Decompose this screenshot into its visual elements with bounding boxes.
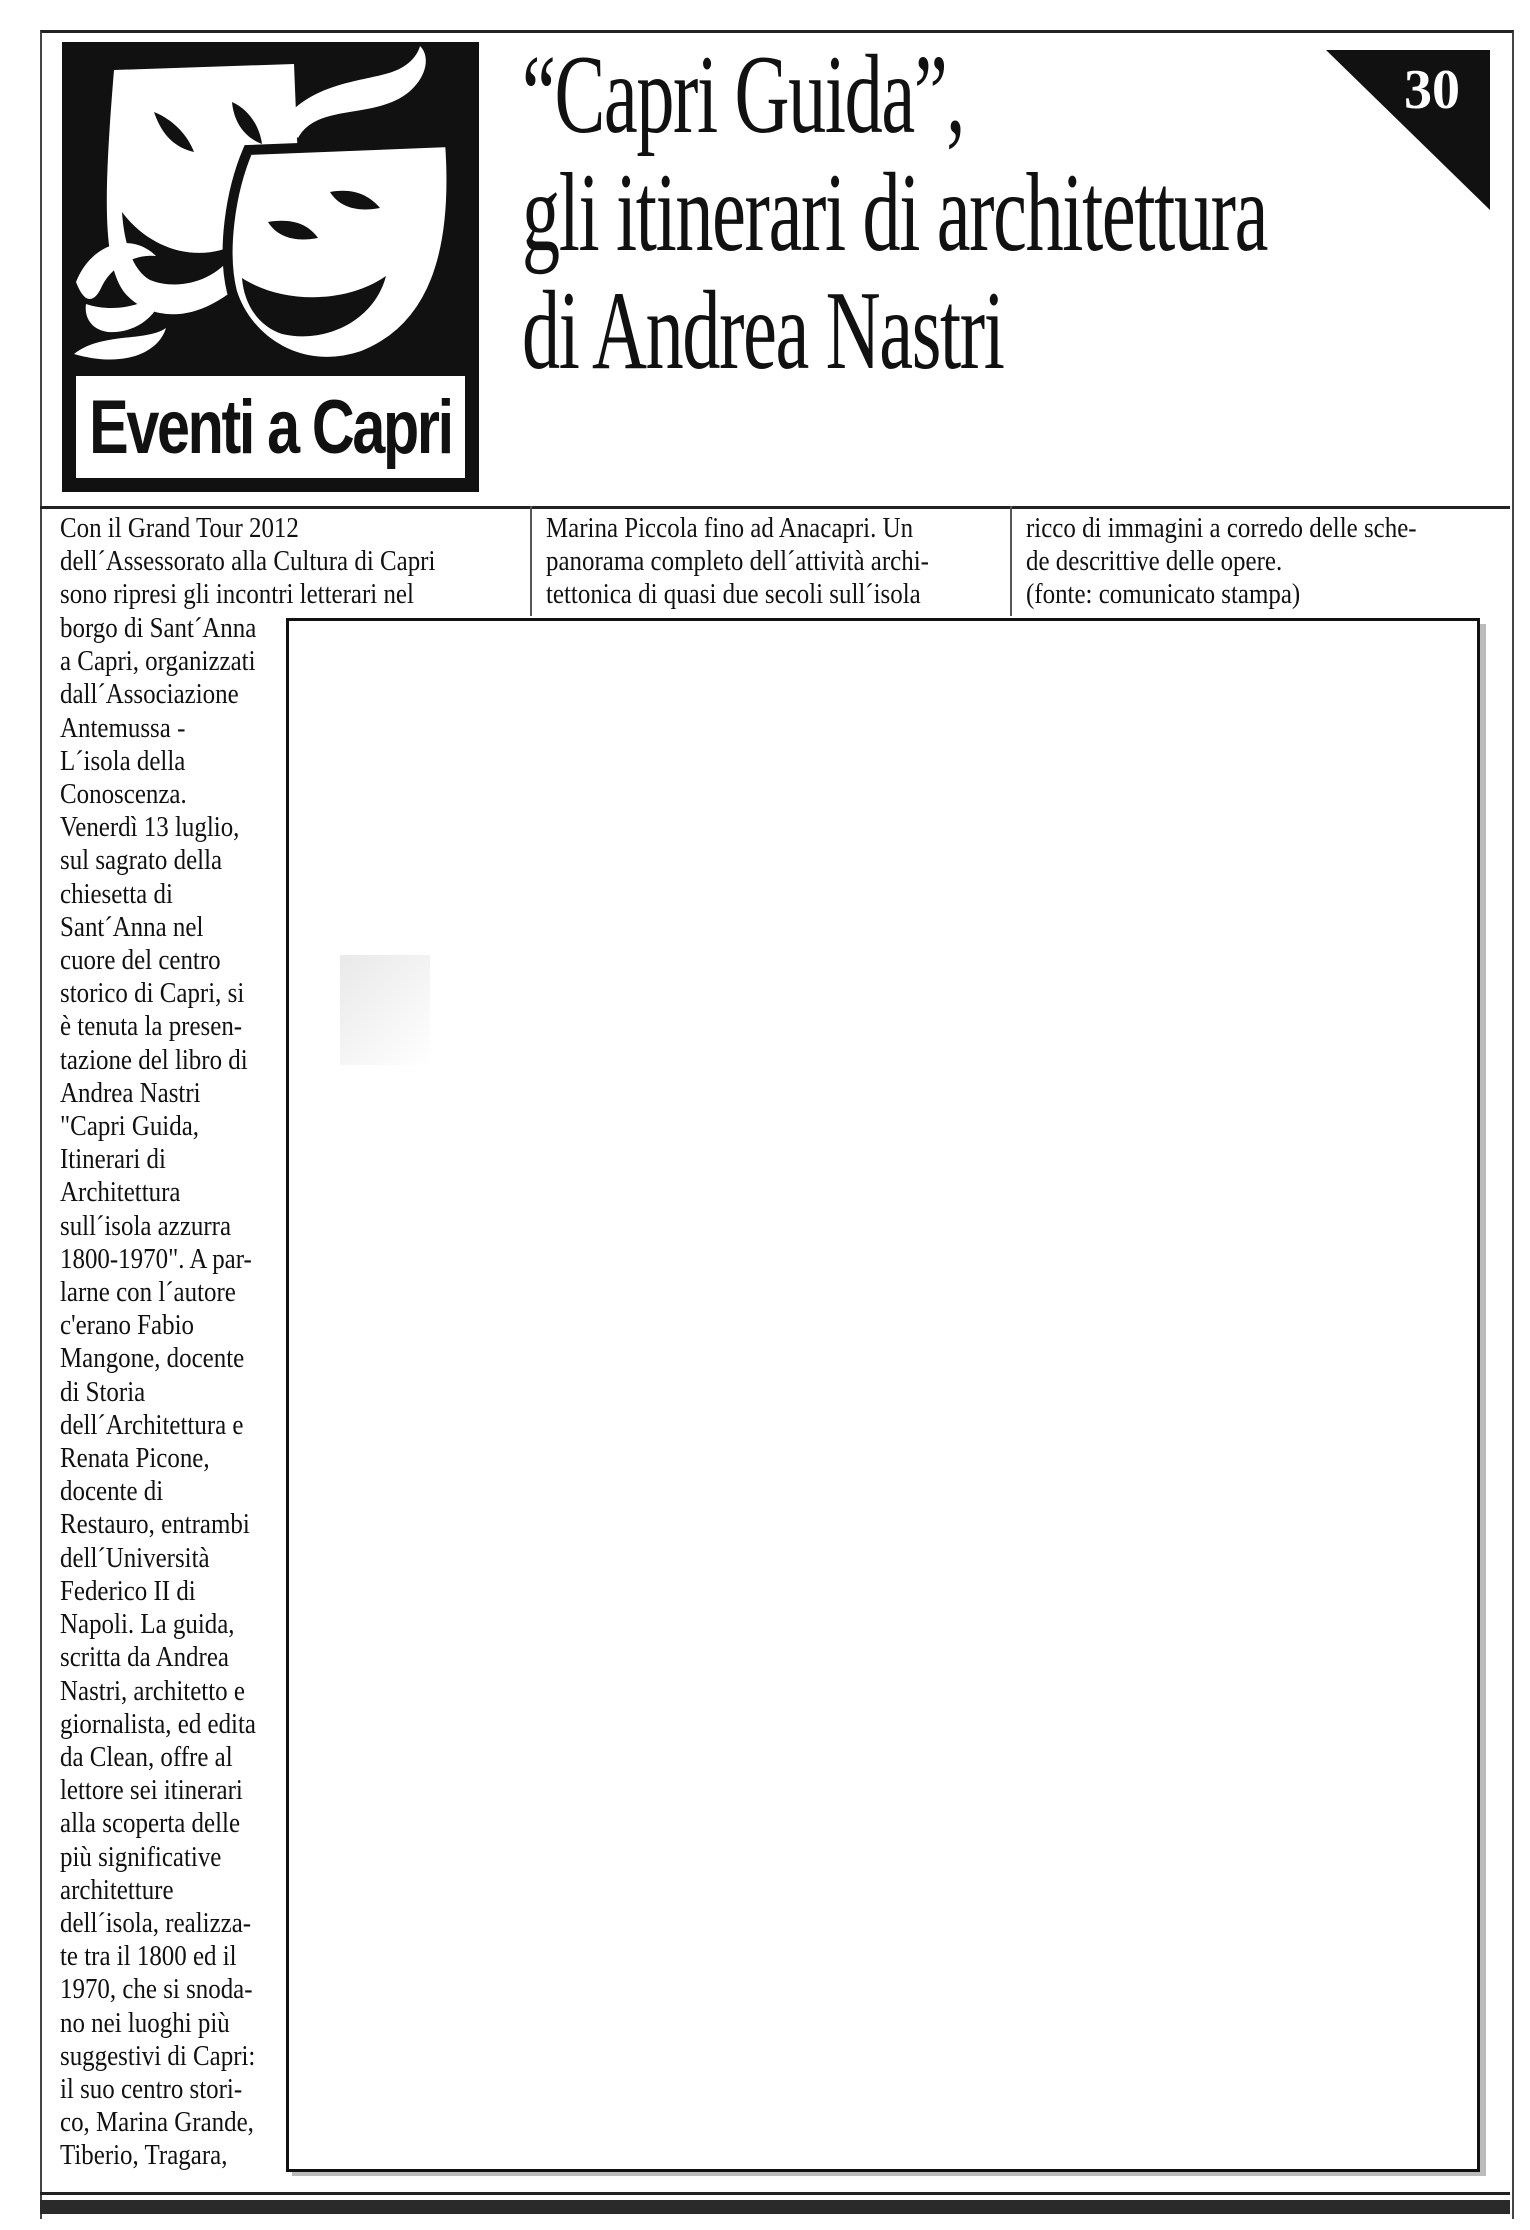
theatre-masks-icon xyxy=(62,42,479,372)
text-line: Antemussa - xyxy=(60,711,186,744)
header-rule xyxy=(40,506,1510,509)
text-line: te tra il 1800 ed il xyxy=(60,1940,237,1973)
text-line: sono ripresi gli incontri letterari nel xyxy=(60,578,414,611)
text-line: Renata Picone, xyxy=(60,1442,210,1475)
article-column-1-top xyxy=(60,512,497,612)
text-line: Nastri, architetto e xyxy=(60,1674,245,1707)
text-line: giornalista, ed edita xyxy=(60,1707,256,1740)
article-column-2 xyxy=(546,512,991,612)
text-line: di Storia xyxy=(60,1375,146,1408)
text-line: Tiberio, Tragara, xyxy=(60,2139,228,2172)
article-column-1 xyxy=(60,612,288,2173)
headline xyxy=(522,33,1402,393)
text-line: Conoscenza. xyxy=(60,778,187,811)
photo-frame xyxy=(286,618,1480,2172)
text-line: alla scoperta delle xyxy=(60,1807,241,1840)
text-line: borgo di Sant´Anna xyxy=(60,612,257,644)
text-line: c'erano Fabio xyxy=(60,1309,194,1342)
text-line: Architettura xyxy=(60,1176,181,1209)
text-line: panorama completo dell´attività archi- xyxy=(546,545,929,578)
text-line: Restauro, entrambi xyxy=(60,1508,250,1541)
text-line: dall´Associazione xyxy=(60,678,239,711)
text-line: Itinerari di xyxy=(60,1143,166,1176)
text-line: ricco di immagini a corredo delle sche- xyxy=(1026,512,1417,544)
text-line: larne con l´autore xyxy=(60,1276,236,1309)
text-line: Marina Piccola fino ad Anacapri. Un xyxy=(546,512,914,544)
text-line: Venerdì 13 luglio, xyxy=(60,811,240,844)
text-line: a Capri, organizzati xyxy=(60,645,256,678)
page-number: 30 xyxy=(1404,59,1460,121)
text-line: tettonica di quasi due secoli sull´isola xyxy=(546,578,921,611)
text-line: de descrittive delle opere. xyxy=(1026,545,1283,578)
text-line: dell´Assessorato alla Cultura di Capri xyxy=(60,545,436,578)
text-line: "Capri Guida, xyxy=(60,1110,200,1143)
headline-line-1: “Capri Guida”, xyxy=(522,33,964,157)
text-line: 1970, che si snoda- xyxy=(60,1973,253,2006)
text-line: sull´isola azzurra xyxy=(60,1209,232,1242)
photo-shadow xyxy=(1480,624,1486,2176)
headline-line-3: di Andrea Nastri xyxy=(522,269,1004,393)
eventi-a-capri-logo xyxy=(62,42,479,492)
text-line: dell´isola, realizza- xyxy=(60,1906,252,1939)
text-line: sul sagrato della xyxy=(60,844,223,877)
text-line: Sant´Anna nel xyxy=(60,910,204,943)
bottom-bar xyxy=(40,2200,1510,2214)
headline-line-2: gli itinerari di architettura xyxy=(522,151,1268,275)
text-line: suggestivi di Capri: xyxy=(60,2039,256,2072)
article-column-3 xyxy=(1026,512,1480,612)
logo-caption: Eventi a Capri xyxy=(89,384,452,470)
logo-caption-box xyxy=(76,376,465,478)
text-line: è tenuta la presen- xyxy=(60,1010,243,1043)
text-line: tazione del libro di xyxy=(60,1043,248,1076)
text-line: cuore del centro xyxy=(60,944,221,977)
text-line: Napoli. La guida, xyxy=(60,1608,235,1641)
text-line: Federico II di xyxy=(60,1574,196,1607)
text-line: Andrea Nastri xyxy=(60,1076,201,1109)
text-line: no nei luoghi più xyxy=(60,2006,230,2039)
text-line: chiesetta di xyxy=(60,877,173,910)
scan-artifact xyxy=(340,955,430,1065)
column-separator xyxy=(1010,506,1012,616)
text-line: storico di Capri, si xyxy=(60,977,245,1010)
text-line: Con il Grand Tour 2012 xyxy=(60,512,299,544)
text-line: lettore sei itinerari xyxy=(60,1774,243,1807)
text-line: scritta da Andrea xyxy=(60,1641,229,1674)
text-line: il suo centro stori- xyxy=(60,2072,243,2105)
text-line: (fonte: comunicato stampa) xyxy=(1026,578,1301,611)
text-line: co, Marina Grande, xyxy=(60,2106,254,2139)
text-line: dell´Architettura e xyxy=(60,1408,244,1441)
text-line: Mangone, docente xyxy=(60,1342,245,1375)
bottom-rule xyxy=(40,2192,1510,2195)
text-line: docente di xyxy=(60,1475,164,1508)
text-line: architetture xyxy=(60,1873,174,1906)
text-line: più significative xyxy=(60,1840,222,1873)
text-line: dell´Università xyxy=(60,1541,210,1574)
text-line: 1800-1970". A par- xyxy=(60,1242,252,1275)
column-separator xyxy=(530,506,532,616)
text-line: L´isola della xyxy=(60,744,186,777)
text-line: da Clean, offre al xyxy=(60,1740,233,1773)
